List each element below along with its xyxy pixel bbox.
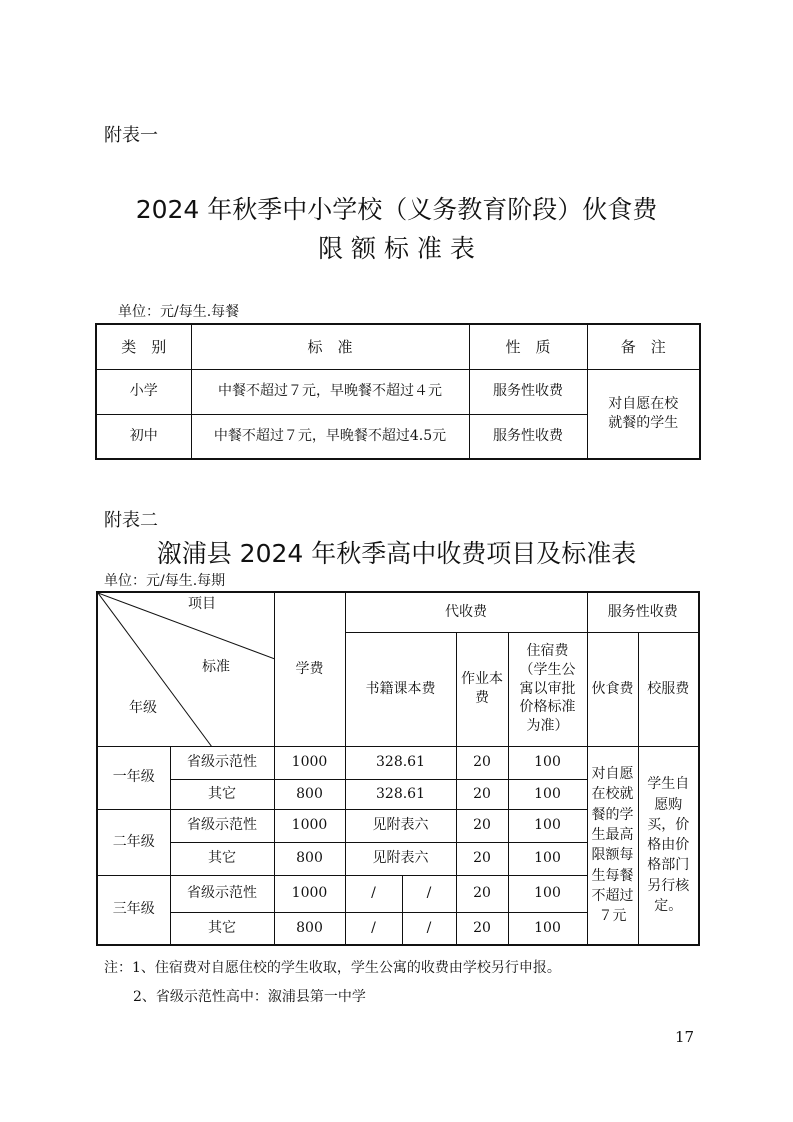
homework-cell: 20 [456, 842, 508, 875]
category-cell: 小学 [96, 369, 191, 414]
dorm-cell: 100 [508, 875, 587, 912]
tuition-cell: 800 [274, 912, 345, 945]
header-tuition: 学费 [274, 592, 345, 746]
books-cell-b: / [402, 875, 456, 912]
books-cell: 见附表六 [345, 842, 456, 875]
school-type-cell: 其它 [170, 842, 274, 875]
books-cell: 见附表六 [345, 809, 456, 842]
grade-cell: 二年级 [97, 809, 170, 875]
homework-cell: 20 [456, 746, 508, 779]
appendix2-table [96, 591, 700, 946]
appendix1-table [95, 323, 701, 460]
nature-cell: 服务性收费 [469, 414, 587, 459]
dorm-cell: 100 [508, 912, 587, 945]
remark-text: 对自愿在校就餐的学生 [608, 395, 679, 431]
appendix2-label: 附表二 [104, 510, 158, 531]
dorm-cell: 100 [508, 809, 587, 842]
books-cell-b: / [402, 912, 456, 945]
grade-cell: 三年级 [97, 875, 170, 945]
dorm-cell: 100 [508, 746, 587, 779]
appendix1-label: 附表一 [104, 125, 158, 146]
dorm-cell: 100 [508, 842, 587, 875]
school-type-cell: 省级示范性 [170, 746, 274, 779]
homework-cell: 20 [456, 779, 508, 809]
header-books: 书籍课本费 [345, 632, 456, 746]
books-cell: 328.61 [345, 779, 456, 809]
header-nature: 性 质 [469, 324, 587, 369]
appendix1-title-line2: 限 额 标 准 表 [318, 234, 475, 263]
standard-cell: 中餐不超过７元，早晚餐不超过4.5元 [191, 414, 469, 459]
grade-cell: 一年级 [97, 746, 170, 809]
header-uniform: 校服费 [638, 632, 699, 746]
diag-standard-label: 标准 [202, 659, 230, 675]
table-row [97, 746, 699, 779]
header-remark: 备 注 [587, 324, 700, 369]
books-cell-a: / [345, 875, 402, 912]
school-type-cell: 省级示范性 [170, 875, 274, 912]
appendix1-unit: 单位：元/每生.每餐 [118, 304, 240, 320]
books-cell: 328.61 [345, 746, 456, 779]
meal-note: 对自愿在校就餐的学生最高限额每生每餐不超过７元 [591, 766, 634, 925]
standard-cell: 中餐不超过７元，早晚餐不超过４元 [191, 369, 469, 414]
diagonal-lines [98, 593, 275, 747]
tuition-cell: 800 [274, 842, 345, 875]
header-standard: 标 准 [191, 324, 469, 369]
books-cell-a: / [345, 912, 402, 945]
diag-grade-label: 年级 [129, 700, 157, 716]
school-type-cell: 省级示范性 [170, 809, 274, 842]
dorm-cell: 100 [508, 779, 587, 809]
meal-note-cell [587, 746, 638, 945]
header-category: 类 别 [96, 324, 191, 369]
tuition-cell: 1000 [274, 875, 345, 912]
note-2: 2、省级示范性高中：溆浦县第一中学 [133, 989, 366, 1005]
remark-cell [587, 369, 700, 459]
appendix2-title: 溆浦县 2024 年秋季高中收费项目及标准表 [156, 539, 637, 568]
diag-item-label: 项目 [188, 596, 216, 612]
nature-cell: 服务性收费 [469, 369, 587, 414]
homework-cell: 20 [456, 875, 508, 912]
header-meal: 伙食费 [587, 632, 638, 746]
header-service: 服务性收费 [587, 592, 699, 632]
note-1: 注：1、住宿费对自愿住校的学生收取，学生公寓的收费由学校另行申报。 [104, 960, 561, 976]
tuition-cell: 1000 [274, 809, 345, 842]
tuition-cell: 800 [274, 779, 345, 809]
tuition-cell: 1000 [274, 746, 345, 779]
table-row [96, 369, 700, 414]
header-homework-cell [456, 632, 508, 746]
school-type-cell: 其它 [170, 912, 274, 945]
header-homework: 作业本费 [461, 671, 503, 706]
diagonal-header-cell [97, 592, 274, 746]
uniform-note-cell [638, 746, 699, 945]
uniform-note: 学生自愿购买，价格由价格部门另行核定。 [647, 776, 690, 914]
school-type-cell: 其它 [170, 779, 274, 809]
page-number: 17 [675, 1028, 695, 1046]
category-cell: 初中 [96, 414, 191, 459]
appendix1-title-line1: 2024 年秋季中小学校（义务教育阶段）伙食费 [135, 195, 658, 224]
header-dorm-cell [508, 632, 587, 746]
appendix2-unit: 单位：元/每生.每期 [104, 573, 226, 589]
homework-cell: 20 [456, 809, 508, 842]
header-dorm: 住宿费（学生公寓以审批价格标准为准） [519, 642, 576, 735]
homework-cell: 20 [456, 912, 508, 945]
header-collect: 代收费 [345, 592, 587, 632]
